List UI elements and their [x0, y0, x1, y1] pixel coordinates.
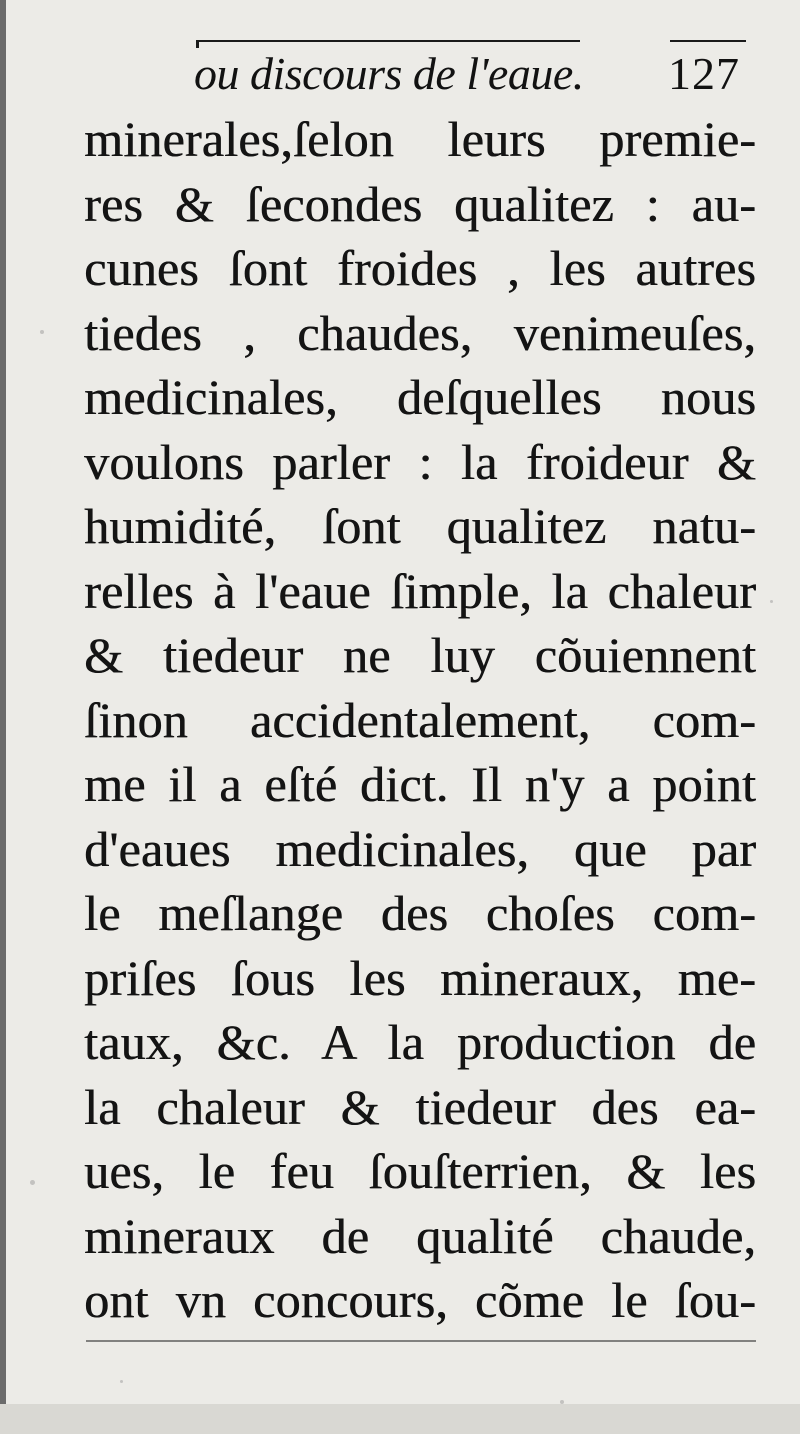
page-number: 127	[668, 48, 740, 99]
text-line: me il a eſté dict. Il n'y a point	[84, 756, 756, 812]
header-rule	[198, 40, 580, 42]
text-line: mineraux de qualité chaude,	[84, 1207, 756, 1264]
text-line: la chaleur & tiedeur des ea-	[84, 1078, 756, 1135]
text-line: taux, &c. A la production de	[84, 1014, 756, 1070]
text-line: minerales,ſelon leurs premie-	[84, 111, 756, 167]
paper-speck	[560, 1400, 564, 1404]
text-line: d'eaues medicinales, que par	[84, 820, 756, 877]
page-bottom-margin	[0, 1404, 800, 1434]
page-number-rule	[670, 40, 746, 42]
text-line: voulons parler : la froideur &	[84, 433, 756, 490]
paper-speck	[30, 1180, 35, 1185]
page-edge	[0, 0, 6, 1434]
paper-speck	[120, 1380, 123, 1383]
paper-speck	[770, 600, 773, 603]
text-line: ues, le feu ſouſterrien, & les	[84, 1143, 756, 1199]
bottom-rule	[86, 1340, 756, 1342]
running-head: ou discours de l'eaue.	[194, 48, 584, 99]
text-line: medicinales, deſquelles nous	[84, 369, 756, 425]
text-line: ſinon accidentalement, com-	[84, 691, 756, 748]
text-line: & tiedeur ne luy cõuiennent	[84, 627, 756, 683]
text-line: le meſlange des choſes com-	[84, 885, 756, 941]
text-line: res & ſecondes qualitez : au-	[84, 175, 756, 232]
text-line: tiedes , chaudes, venimeuſes,	[84, 304, 756, 361]
text-line: cunes ſont froides , les autres	[84, 240, 756, 296]
text-line: relles à l'eaue ſimple, la chaleur	[84, 562, 756, 619]
text-line: priſes ſous les mineraux, me-	[84, 949, 756, 1006]
text-line: ont vn concours, cõme le ſou-	[84, 1272, 756, 1328]
body-text	[84, 107, 756, 1333]
paper-speck	[40, 330, 44, 334]
text-line: humidité, ſont qualitez natu-	[84, 498, 756, 554]
